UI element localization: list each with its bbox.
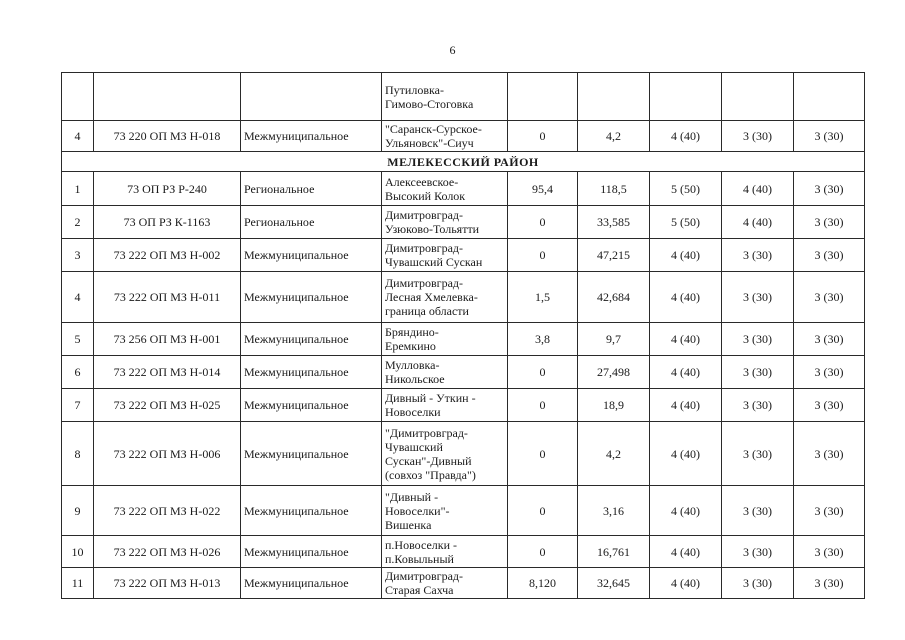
road-name-line: (совхоз "Правда"): [385, 467, 476, 482]
category-2: 3 (30): [722, 486, 794, 536]
row-number: 2: [62, 206, 94, 239]
road-name: [382, 172, 508, 206]
end-km: 47,215: [578, 239, 650, 272]
road-name-line: "Саранск-Сурское-: [385, 122, 482, 136]
road-significance: Межмуниципальное: [241, 422, 382, 486]
road-id: 73 256 ОП МЗ Н-001: [94, 323, 241, 356]
road-significance: Межмуниципальное: [241, 323, 382, 356]
road-name-line: Лесная Хмелевка-: [385, 290, 478, 304]
road-name-line: Путиловка-: [385, 82, 444, 97]
road-id: 73 222 ОП МЗ Н-013: [94, 568, 241, 599]
table-body-previous-district: [62, 73, 865, 152]
start-km: 95,4: [508, 172, 578, 206]
category-3: 3 (30): [794, 206, 865, 239]
road-name: [382, 73, 508, 121]
road-name-line: граница области: [385, 304, 469, 318]
category-1: 4 (40): [650, 568, 722, 599]
road-name: [382, 239, 508, 272]
road-id: 73 220 ОП МЗ Н-018: [94, 121, 241, 152]
table-row: [62, 323, 865, 356]
row-number: 4: [62, 121, 94, 152]
category-1: [650, 73, 722, 121]
category-3: 3 (30): [794, 536, 865, 568]
start-km: 0: [508, 356, 578, 389]
start-km: 1,5: [508, 272, 578, 323]
row-number: 7: [62, 389, 94, 422]
category-1: 4 (40): [650, 239, 722, 272]
end-km: 4,2: [578, 121, 650, 152]
end-km: [578, 73, 650, 121]
table-row: [62, 422, 865, 486]
start-km: 0: [508, 536, 578, 568]
road-name-line: Димитровград-: [385, 569, 464, 583]
category-2: [722, 73, 794, 121]
road-name-line: Ульяновск"-Сиуч: [385, 136, 474, 150]
road-name: [382, 272, 508, 323]
category-3: 3 (30): [794, 323, 865, 356]
road-name: [382, 206, 508, 239]
road-id: 73 222 ОП МЗ Н-022: [94, 486, 241, 536]
road-id: 73 222 ОП МЗ Н-014: [94, 356, 241, 389]
category-3: 3 (30): [794, 389, 865, 422]
table-row: [62, 239, 865, 272]
category-3: 3 (30): [794, 239, 865, 272]
category-1: 4 (40): [650, 486, 722, 536]
start-km: 3,8: [508, 323, 578, 356]
page-number: 6: [449, 43, 456, 57]
row-number: 6: [62, 356, 94, 389]
category-2: 3 (30): [722, 536, 794, 568]
table-row: [62, 536, 865, 568]
road-name-line: Новоселки"-: [385, 503, 450, 518]
road-name-line: Гимово-Стоговка: [385, 96, 474, 111]
start-km: 0: [508, 239, 578, 272]
category-2: 3 (30): [722, 356, 794, 389]
road-name-line: Бряндино-: [385, 325, 439, 339]
category-2: 4 (40): [722, 206, 794, 239]
road-id: 73 ОП РЗ К-1163: [94, 206, 241, 239]
district-title: МЕЛЕКЕССКИЙ РАЙОН: [62, 152, 865, 172]
category-1: 4 (40): [650, 389, 722, 422]
road-name-line: п.Ковыльный: [385, 551, 454, 566]
road-name-line: "Димитровград-: [385, 425, 468, 440]
row-number: 5: [62, 323, 94, 356]
table-row: [62, 272, 865, 323]
category-2: 3 (30): [722, 272, 794, 323]
row-number: 8: [62, 422, 94, 486]
row-number: 10: [62, 536, 94, 568]
road-significance: Межмуниципальное: [241, 536, 382, 568]
road-name-line: Сускан"-Дивный: [385, 453, 472, 468]
road-name-line: Еремкино: [385, 339, 436, 353]
category-3: 3 (30): [794, 422, 865, 486]
category-1: 4 (40): [650, 422, 722, 486]
road-name-line: Новоселки: [385, 405, 441, 419]
category-3: 3 (30): [794, 121, 865, 152]
road-name-line: Дивный - Уткин -: [385, 391, 476, 405]
road-id: 73 ОП РЗ Р-240: [94, 172, 241, 206]
road-name: [382, 568, 508, 599]
end-km: 27,498: [578, 356, 650, 389]
category-1: 4 (40): [650, 536, 722, 568]
table-row: [62, 486, 865, 536]
road-significance: Межмуниципальное: [241, 486, 382, 536]
road-id: 73 222 ОП МЗ Н-006: [94, 422, 241, 486]
road-name-line: Высокий Колок: [385, 188, 466, 203]
road-id: 73 222 ОП МЗ Н-026: [94, 536, 241, 568]
start-km: 0: [508, 206, 578, 239]
end-km: 33,585: [578, 206, 650, 239]
section-header-row: [62, 152, 865, 172]
end-km: 18,9: [578, 389, 650, 422]
road-name: [382, 536, 508, 568]
table-row: [62, 568, 865, 599]
road-significance: Межмуниципальное: [241, 121, 382, 152]
road-significance: Межмуниципальное: [241, 568, 382, 599]
road-name-line: Чувашский Сускан: [385, 255, 483, 269]
category-2: 3 (30): [722, 239, 794, 272]
category-2: 3 (30): [722, 568, 794, 599]
table-row: [62, 121, 865, 152]
road-name-line: Димитровград-: [385, 276, 464, 290]
road-name-line: п.Новоселки -: [385, 537, 458, 552]
row-number: 1: [62, 172, 94, 206]
road-name-line: Никольское: [385, 372, 445, 386]
table-row: [62, 356, 865, 389]
category-3: [794, 73, 865, 121]
road-significance: Региональное: [241, 206, 382, 239]
roads-table: [61, 72, 865, 599]
table-row: [62, 206, 865, 239]
category-1: 5 (50): [650, 206, 722, 239]
row-number: [62, 73, 94, 121]
category-1: 4 (40): [650, 121, 722, 152]
table-row: [62, 73, 865, 121]
road-name-line: Мулловка-: [385, 358, 440, 372]
road-name-line: Узюково-Тольятти: [385, 222, 480, 236]
table-body-melekess-district: [62, 172, 865, 599]
road-significance: Межмуниципальное: [241, 356, 382, 389]
end-km: 42,684: [578, 272, 650, 323]
start-km: 0: [508, 422, 578, 486]
category-3: 3 (30): [794, 486, 865, 536]
table-row: [62, 172, 865, 206]
category-2: 3 (30): [722, 323, 794, 356]
category-1: 4 (40): [650, 356, 722, 389]
end-km: 118,5: [578, 172, 650, 206]
start-km: 0: [508, 486, 578, 536]
row-number: 11: [62, 568, 94, 599]
row-number: 3: [62, 239, 94, 272]
row-number: 9: [62, 486, 94, 536]
end-km: 9,7: [578, 323, 650, 356]
category-1: 4 (40): [650, 272, 722, 323]
category-1: 4 (40): [650, 323, 722, 356]
road-id: 73 222 ОП МЗ Н-002: [94, 239, 241, 272]
road-name-line: "Дивный -: [385, 489, 439, 504]
category-3: 3 (30): [794, 568, 865, 599]
table-row: [62, 389, 865, 422]
category-2: 3 (30): [722, 389, 794, 422]
road-name-line: Чувашский: [385, 439, 443, 454]
category-3: 3 (30): [794, 272, 865, 323]
road-id: 73 222 ОП МЗ Н-011: [94, 272, 241, 323]
road-significance: Межмуниципальное: [241, 272, 382, 323]
road-significance: Межмуниципальное: [241, 239, 382, 272]
start-km: 0: [508, 121, 578, 152]
road-name: [382, 389, 508, 422]
section-row-group: [62, 152, 865, 172]
road-name-line: Алексеевское-: [385, 174, 459, 189]
road-name: [382, 486, 508, 536]
category-2: 3 (30): [722, 422, 794, 486]
road-name-line: Димитровград-: [385, 241, 464, 255]
start-km: [508, 73, 578, 121]
road-significance: Межмуниципальное: [241, 389, 382, 422]
start-km: 8,120: [508, 568, 578, 599]
category-2: 3 (30): [722, 121, 794, 152]
road-name-line: Старая Сахча: [385, 583, 454, 597]
road-name: [382, 323, 508, 356]
category-3: 3 (30): [794, 356, 865, 389]
category-2: 4 (40): [722, 172, 794, 206]
category-3: 3 (30): [794, 172, 865, 206]
road-name-line: Вишенка: [385, 517, 432, 532]
category-1: 5 (50): [650, 172, 722, 206]
end-km: 16,761: [578, 536, 650, 568]
road-id: 73 222 ОП МЗ Н-025: [94, 389, 241, 422]
end-km: 3,16: [578, 486, 650, 536]
road-name: [382, 422, 508, 486]
road-name: [382, 121, 508, 152]
road-significance: [241, 73, 382, 121]
start-km: 0: [508, 389, 578, 422]
road-significance: Региональное: [241, 172, 382, 206]
row-number: 4: [62, 272, 94, 323]
road-name-line: Димитровград-: [385, 208, 464, 222]
end-km: 4,2: [578, 422, 650, 486]
road-name: [382, 356, 508, 389]
road-id: [94, 73, 241, 121]
end-km: 32,645: [578, 568, 650, 599]
